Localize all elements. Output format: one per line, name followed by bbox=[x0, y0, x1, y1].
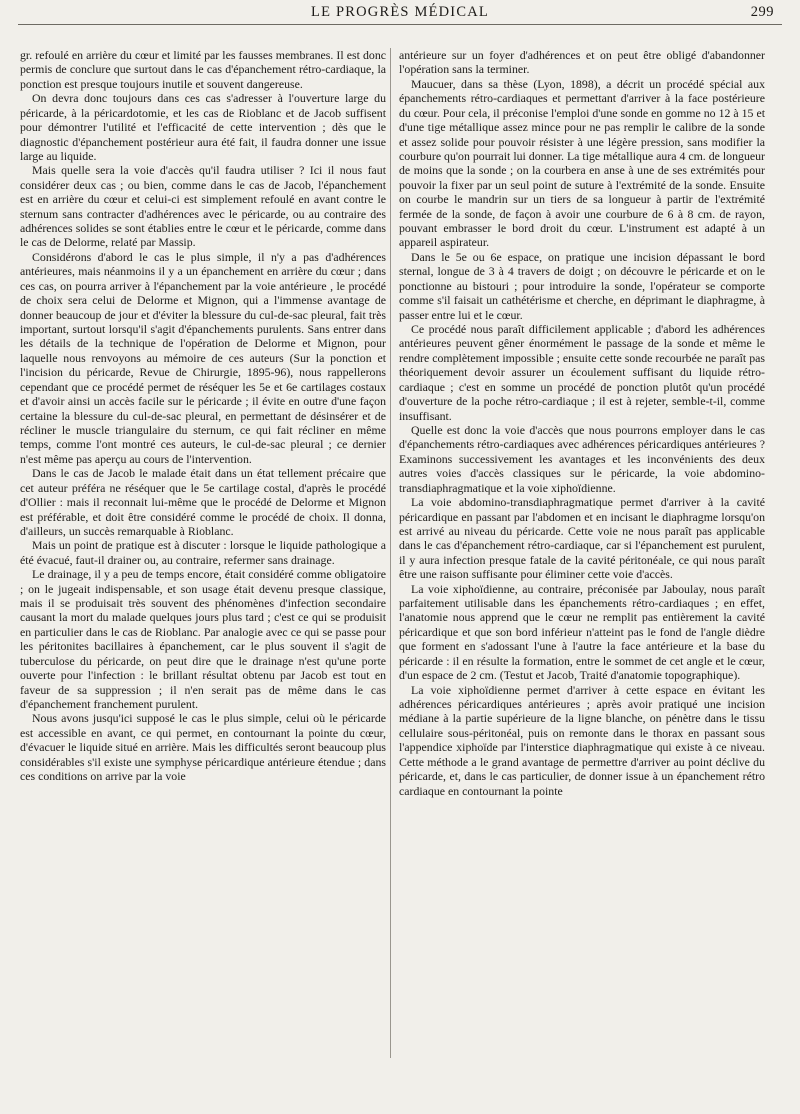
paragraph: Dans le 5e ou 6e espace, on pratique une incision dépassant le bord sternal, longue de 3 à 4 travers de doigt ; on découvre le péricarde et on le ponctionne au bistouri ; pour introduire la sonde, l'opérateur se comporte comme s'il faisait un cathétérisme et cherche, en déprimant le diaphragme, à passer entre lui et le cœur. bbox=[399, 249, 765, 322]
paragraph: Ce procédé nous paraît difficilement applicable ; d'abord les adhérences antérieures peuvent gêner énormément le passage de la sonde et même le rendre complètement impossible ; ensuite cette sonde recourbée ne paraît pas théoriquement devoir assurer un écoulement suffisant du liquide rétro-cardiaque ; c'est en somme un procédé de ponction plutôt qu'un procédé d'ouverture de la poche rétro-cardiaque ; il est à rejeter, semble-t-il, comme insuffisant. bbox=[399, 322, 765, 423]
paragraph: La voie xiphoïdienne, au contraire, préconisée par Jaboulay, nous paraît parfaitement utilisable dans les épanchements rétro-cardiaques ; en effet, l'anatomie nous apprend que le cœur ne remplit pas entièrement la cavité péricardique et que son bord inférieur n'atteint pas le fond de l'angle dièdre que forment en s'adossant l'une à l'autre la face antérieure et la base du péricarde : il en résulte la formation, entre le sommet de cet angle et le cœur, d'un espace de 2 cm. (Testut et Jacob, Traité d'anatomie topographique). bbox=[399, 581, 765, 683]
column-divider bbox=[390, 48, 391, 1058]
paragraph: Maucuer, dans sa thèse (Lyon, 1898), a décrit un procédé spécial aux épanchements rétro-cardiaques et permettant d'arriver à la face postérieure du cœur. Pour cela, il préconise l'emploi d'une sonde en gomme no 12 à 15 et d'une tige métallique assez mince pour ne pas remplir le calibre de la sonde et assez solide pour pouvoir résister à une légère pression, sans modifier la courbure qu'on pourrait lui donner. La tige métallique aura 4 cm. de longueur de moins que la sonde ; on la courbera en anse à une de ses extrémités pour pouvoir la fixer par un seul point de suture à l'extrémité de la sonde. Ensuite on courbe le mandrin sur un tiers de sa longueur à partir de l'extrémité fermée de la sonde, de façon à avoir une courbure de 6 à 8 cm. de rayon, pouvant embrasser le bord droit du cœur. L'instrument est adapté à un appareil aspirateur. bbox=[399, 76, 765, 250]
running-title: LE PROGRÈS MÉDICAL bbox=[311, 4, 489, 20]
paragraph: La voie abdomino-transdiaphragmatique permet d'arriver à la cavité péricardique en passant par l'abdomen et en incisant le diaphragme lorsqu'on est arrivé au niveau du péricarde. Cette voie ne nous paraît pas applicable dans le cas d'épanchement rétro-cardiaque, car si l'épanchement est purulent, il y aura infection presque fatale de la cavité péritonéale, ce qui nous paraît être une raison suffisante pour éliminer cette voie d'accès. bbox=[399, 495, 765, 582]
paragraph: Mais quelle sera la voie d'accès qu'il faudra utiliser ? Ici il nous faut considérer deux cas ; ou bien, comme dans le cas de Jacob, l'épanchement est en arrière du cœur et celui-ci est simplement refoulé en avant contre le sternum sans contracter d'adhérences avec le péricarde, ou au contraire des adhérences solides se sont établies entre le cœur et le péricarde, comme dans le cas de Delorme, relaté par Massip. bbox=[20, 163, 386, 250]
paragraph: Considérons d'abord le cas le plus simple, il n'y a pas d'adhérences antérieures, mais néanmoins il y a un épanchement en arrière du cœur ; dans ces cas, on pourra arriver à l'épanchement par la voie antérieure , le procédé de choix sera celui de Delorme et Mignon, qui a l'immense avantage de donner beaucoup de jour et d'éviter la blessure du cul-de-sac pleural, fait très important, surtout lorsqu'il s'agit d'épanchements purulents. Sans entrer dans les détails de la technique de l'opération de Delorme et Mignon, pour laquelle nous renvoyons au mémoire de ces auteurs (Sur la ponction et l'incision du péricarde, Revue de Chirurgie, 1895-96), nous rappellerons cependant que ce procédé permet de réséquer les 5e et 6e cartilages costaux et d'avoir ainsi un accès facile sur le péricarde ; il évite en outre d'une façon certaine la blessure du cul-de-sac pleural, en permettant de désinsérer et de récliner le muscle triangulaire du sternum, ce qui fait récliner en même temps, comme l'ont montré ces auteurs, le cul-de-sac pleural ; ce dernier n'est même pas aperçu au cours de l'intervention. bbox=[20, 249, 386, 466]
paragraph: gr. refoulé en arrière du cœur et limité par les fausses membranes. Il est donc permis de conclure que surtout dans le cas d'épanchement rétro-cardiaque, la ponction est presque toujours inutile et souvent dangereuse. bbox=[20, 48, 386, 91]
paragraph: Quelle est donc la voie d'accès que nous pourrons employer dans le cas d'épanchements rétro-cardiaques avec adhérences péricardiques antérieures ? Examinons successivement les avantages et les inconvénients des deux autres voies d'accès classiques sur le péricarde, la voie abdomino-transdiaphragmatique et la voie xiphoïdienne. bbox=[399, 422, 765, 495]
paragraph: La voie xiphoïdienne permet d'arriver à cette espace en évitant les adhérences péricardiques antérieures ; après avoir pratiqué une incision médiane à la partie supérieure de la ligne blanche, on pénètre dans le tissu cellulaire sous-péritonéal, puis on remonte dans le thorax en passant sous l'appendice xiphoïde par l'interstice diaphragmatique qui existe à ce niveau. Cette méthode a le grand avantage de permettre d'arriver au point déclive du péricarde, et, dans le cas particulier, de donner issue à un épanchement rétro cardiaque en contournant la pointe bbox=[399, 682, 765, 798]
paragraph: Le drainage, il y a peu de temps encore, était considéré comme obligatoire ; on le jugeait indispensable, et son usage était devenu presque classique, mais il se produisait très souvent des phénomènes d'infection secondaire causant la mort du malade quelques jours plus tard ; c'est ce qui se produisit en particulier dans le cas de Rioblanc. Par analogie avec ce qui se passe pour les péritonites bacillaires à épanchement, car le plus souvent il s'agit de tuberculose du péricarde, on peut dire que le drainage n'est qu'une porte ouverte pour l'infection : le brillant résultat obtenu par Jacob est tout en faveur de sa suppression ; il n'en serait pas de même dans le cas d'épanchement franchement purulent. bbox=[20, 567, 386, 711]
paragraph: Mais un point de pratique est à discuter : lorsque le liquide pathologique a été évacué, faut-il drainer ou, au contraire, refermer sans drainage. bbox=[20, 538, 386, 567]
right-column bbox=[399, 48, 765, 798]
paragraph: On devra donc toujours dans ces cas s'adresser à l'ouverture large du péricarde, à la péricardotomie, et les cas de Rioblanc et de Jacob suffisent pour démontrer l'utilité et l'efficacité de cette intervention ; dès que le diagnostic d'épanchement postérieur aura été fait, il faudra donner une issue large au liquide. bbox=[20, 91, 386, 163]
paragraph: Dans le cas de Jacob le malade était dans un état tellement précaire que cet auteur préféra ne réséquer que le 5e cartilage costal, d'après le procédé d'Ollier : mais il reconnait lui-même que le procédé de Delorme et Mignon est préférable, et doit être considéré comme le procédé de choix. Il donna, d'ailleurs, un succès remarquable à Rioblanc. bbox=[20, 466, 386, 538]
header-rule bbox=[18, 24, 782, 25]
left-column bbox=[20, 48, 386, 784]
page-number: 299 bbox=[750, 4, 774, 20]
paragraph: Nous avons jusqu'ici supposé le cas le plus simple, celui où le péricarde est accessible en avant, ce qui permet, en contournant la pointe du cœur, d'évacuer le liquide situé en arrière. Mais les difficultés seront beaucoup plus considérables s'il existe une symphyse péricardique antérieure étendue ; dans ces conditions on arrive par la voie bbox=[20, 711, 386, 784]
paragraph: antérieure sur un foyer d'adhérences et on peut être obligé d'abandonner l'opération sans la terminer. bbox=[399, 48, 765, 77]
